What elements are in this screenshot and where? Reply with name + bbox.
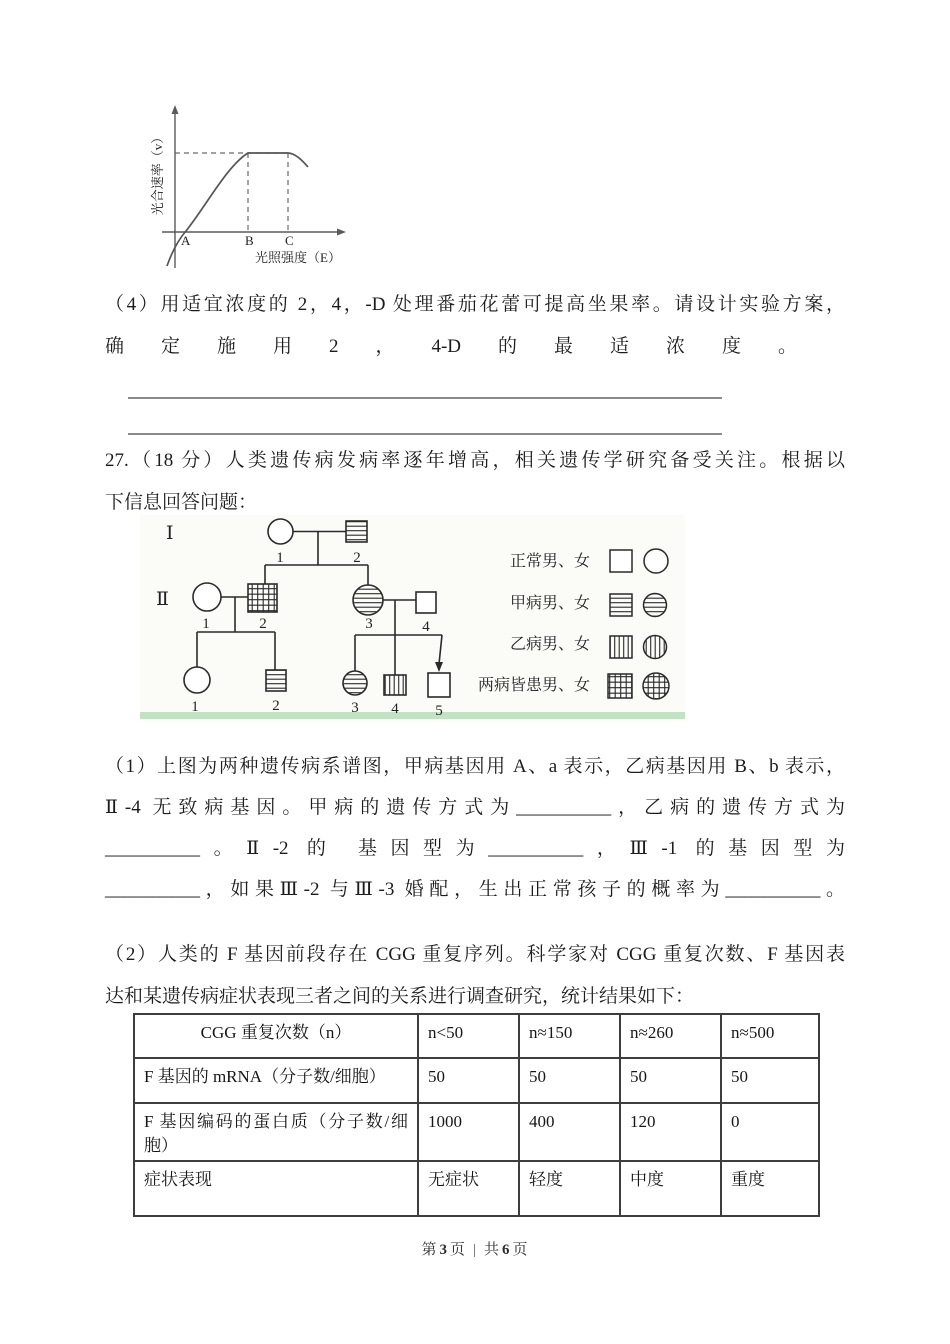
pedigree-number: 2 bbox=[272, 698, 280, 714]
table-cell: 50 bbox=[519, 1058, 620, 1103]
point-a-label: A bbox=[181, 233, 191, 248]
table-cell: 50 bbox=[721, 1058, 819, 1103]
pedigree-III-4-diseaseB-male bbox=[384, 675, 406, 695]
table-header-row bbox=[134, 1014, 819, 1058]
legend-normal-male-icon bbox=[610, 550, 632, 572]
pedigree-I-2-diseaseA-male bbox=[346, 521, 367, 542]
table-cell: 1000 bbox=[418, 1103, 519, 1161]
question-27-part1 bbox=[105, 746, 845, 910]
x-axis-arrow bbox=[337, 229, 346, 236]
footer-separator: | bbox=[472, 1242, 477, 1258]
legend-both-female-icon bbox=[643, 673, 669, 699]
scan-green-strip bbox=[140, 712, 685, 719]
legend-label-diseaseA: 甲病男、女 bbox=[509, 595, 590, 612]
generation-1-label: Ⅰ bbox=[166, 523, 174, 544]
table-cell: 重度 bbox=[721, 1161, 819, 1216]
pedigree-III-2-diseaseA-male bbox=[266, 670, 286, 691]
table-cell: 400 bbox=[519, 1103, 620, 1161]
question-27-part2 bbox=[105, 934, 845, 1018]
table-header-cell: n≈500 bbox=[721, 1014, 819, 1058]
table-cell: 中度 bbox=[620, 1161, 721, 1216]
pedigree-number: 4 bbox=[422, 619, 430, 635]
legend-diseaseA-female-icon bbox=[644, 594, 667, 617]
pedigree-II-1-normal-female bbox=[193, 583, 221, 611]
pedigree-number: 1 bbox=[191, 699, 199, 715]
pedigree-number: 3 bbox=[351, 700, 359, 716]
footer-total-suffix: 页 bbox=[512, 1242, 529, 1258]
q27-part1-line3: __________。Ⅱ-2 的 基因型为__________，Ⅲ-1 的基因型为 bbox=[105, 838, 845, 859]
pedigree-number: 2 bbox=[259, 616, 267, 632]
x-axis-title: 光照强度（E） bbox=[255, 250, 341, 265]
pedigree-II-3-diseaseA-female bbox=[353, 585, 383, 615]
footer-page-suffix: 页 bbox=[449, 1242, 466, 1258]
pedigree-III-5-normal-male-proband bbox=[428, 673, 450, 697]
table-cell: 症状表现 bbox=[134, 1161, 418, 1216]
q27-part1-line2: Ⅱ-4 无致病基因。甲病的遗传方式为__________，乙病的遗传方式为 bbox=[105, 797, 845, 818]
table-row-mrna bbox=[134, 1058, 819, 1103]
pedigree-number: 2 bbox=[353, 550, 361, 566]
question-27-intro bbox=[105, 440, 845, 524]
table-header-cell: n≈150 bbox=[519, 1014, 620, 1058]
legend-normal-female-icon bbox=[644, 549, 668, 573]
legend-diseaseA-male-icon bbox=[610, 594, 632, 616]
pedigree-II-2-both-diseases-male bbox=[248, 584, 277, 612]
legend-both-male-icon bbox=[608, 674, 632, 698]
page-footer bbox=[0, 1238, 950, 1259]
cgg-repeat-table bbox=[133, 1013, 820, 1217]
generation-2-label: Ⅱ bbox=[156, 589, 169, 610]
answer-blank-line bbox=[128, 397, 722, 399]
q26-part4-line1: （4）用适宜浓度的 2，4，-D 处理番茄花蕾可提高坐果率。请设计实验方案， bbox=[105, 294, 845, 315]
table-cell: F 基因编码的蛋白质（分子数/细胞） bbox=[134, 1103, 418, 1161]
y-axis-arrow bbox=[172, 105, 179, 114]
table-header-cell: n<50 bbox=[418, 1014, 519, 1058]
pedigree-III-3-diseaseA-female bbox=[343, 671, 367, 695]
pedigree-III-1-normal-female bbox=[184, 667, 210, 693]
table-cell: 50 bbox=[418, 1058, 519, 1103]
table-cell: 120 bbox=[620, 1103, 721, 1161]
point-c-label: C bbox=[285, 233, 294, 248]
pedigree-number: 3 bbox=[365, 616, 373, 632]
answer-blank-line bbox=[128, 433, 722, 435]
point-b-label: B bbox=[245, 233, 254, 248]
pedigree-background bbox=[140, 515, 685, 721]
pedigree-number: 4 bbox=[391, 701, 399, 717]
table-cell: 轻度 bbox=[519, 1161, 620, 1216]
table-header-cell: n≈260 bbox=[620, 1014, 721, 1058]
pedigree-II-4-normal-male bbox=[416, 592, 436, 613]
dashed-guides bbox=[175, 153, 288, 232]
table-cell: 0 bbox=[721, 1103, 819, 1161]
y-axis-title: 光合速率（v） bbox=[150, 130, 165, 216]
table-cell: F 基因的 mRNA（分子数/细胞） bbox=[134, 1058, 418, 1103]
pedigree-I-1-normal-female bbox=[268, 519, 293, 544]
pedigree-number: 1 bbox=[202, 616, 210, 632]
pedigree-chart bbox=[140, 515, 685, 721]
table-cell: 无症状 bbox=[418, 1161, 519, 1216]
footer-page-prefix: 第 bbox=[421, 1242, 438, 1258]
legend-label-normal: 正常男、女 bbox=[509, 553, 590, 570]
legend-diseaseB-male-icon bbox=[610, 636, 632, 658]
q27-part1-line4: __________，如果Ⅲ-2 与Ⅲ-3 婚配，生出正常孩子的概率为__________。 bbox=[105, 879, 845, 900]
legend-diseaseB-female-icon bbox=[644, 636, 667, 659]
legend-label-diseaseB: 乙病男、女 bbox=[509, 636, 590, 653]
pedigree-number: 5 bbox=[435, 703, 443, 719]
pedigree-number: 1 bbox=[276, 550, 284, 566]
footer-page-number: 3 bbox=[439, 1242, 448, 1258]
table-header-cell: CGG 重复次数（n） bbox=[134, 1014, 418, 1058]
q27-intro-line2: 下信息回答问题： bbox=[105, 492, 258, 513]
q27-part2-line2: 达和某遗传病症状表现三者之间的关系进行调查研究，统计结果如下： bbox=[105, 986, 695, 1007]
table-cell: 50 bbox=[620, 1058, 721, 1103]
table-row-symptoms bbox=[134, 1161, 819, 1216]
q26-part4-line2: 确定施用2，4-D的最适浓度。 bbox=[105, 336, 797, 357]
question-26-part4 bbox=[105, 284, 845, 368]
table-row-protein bbox=[134, 1103, 819, 1161]
q27-part2-line1: （2）人类的 F 基因前段存在 CGG 重复序列。科学家对 CGG 重复次数、F 基因表 bbox=[105, 944, 845, 965]
footer-total-number: 6 bbox=[502, 1242, 511, 1258]
q27-intro-line1: 27.（18 分）人类遗传病发病率逐年增高，相关遗传学研究备受关注。根据以 bbox=[105, 450, 845, 471]
legend-label-both-diseases: 两病皆患男、女 bbox=[477, 677, 590, 694]
photosynthesis-graph bbox=[150, 98, 365, 273]
q27-part1-line1: （1）上图为两种遗传病系谱图，甲病基因用 A、a 表示，乙病基因用 B、b 表示， bbox=[105, 756, 845, 777]
footer-total-prefix: 共 bbox=[484, 1242, 501, 1258]
